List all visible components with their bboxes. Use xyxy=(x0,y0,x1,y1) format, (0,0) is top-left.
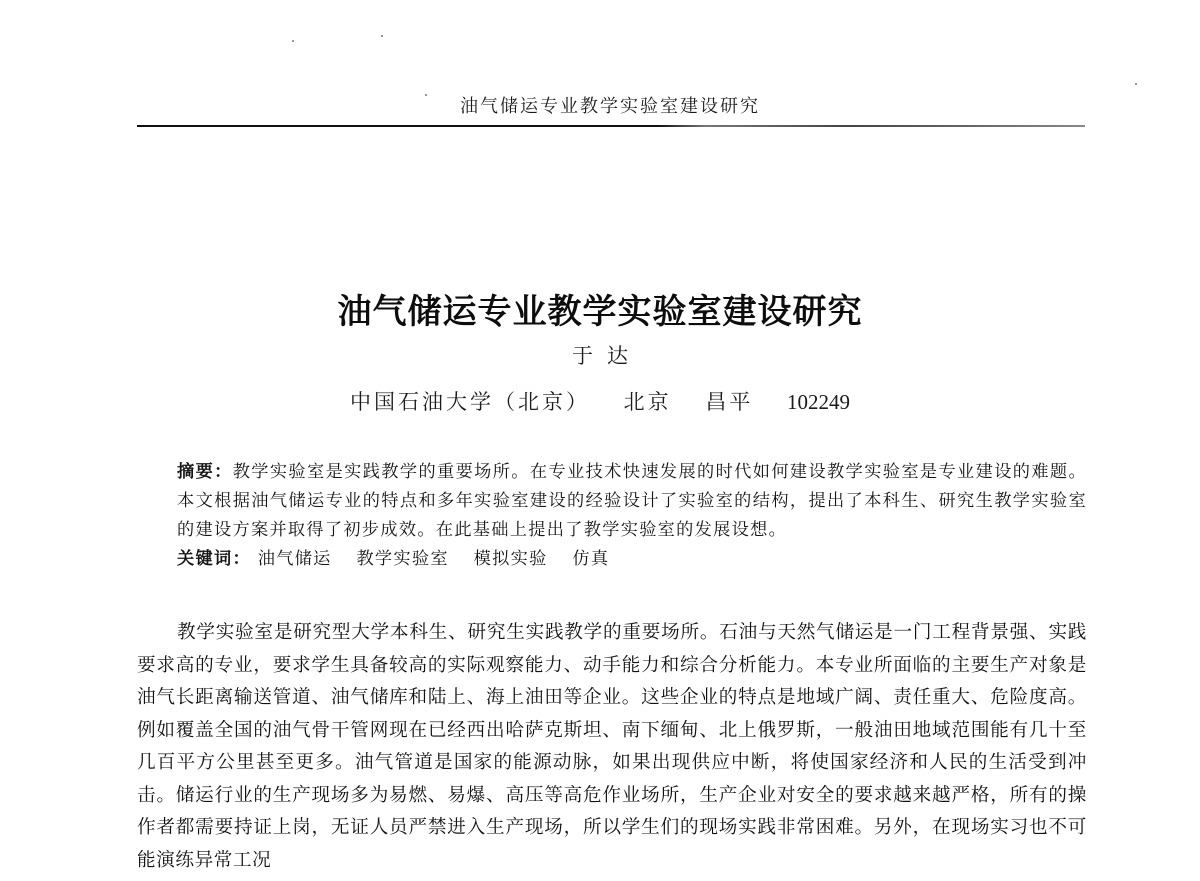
affiliation-city: 北京 xyxy=(623,390,672,414)
keyword-item: 模拟实验 xyxy=(473,549,548,569)
abstract-text: 教学实验室是实践教学的重要场所。在专业技术快速发展的时代如何建设教学实验室是专业建设的难题。本文根据油气储运专业的特点和多年实验室建设的经验设计了实验室的结构，提出了本科生、研究生教学实验室的建设方案并取得了初步成效。在此基础上提出了教学实验室的发展设想。 xyxy=(177,462,1087,540)
header-rule xyxy=(137,125,1085,127)
running-header: 油气储运专业教学实验室建设研究 xyxy=(460,96,760,117)
affiliation-institution: 中国石油大学（北京） xyxy=(349,390,590,414)
scan-speck xyxy=(292,40,294,42)
affiliation-postcode: 102249 xyxy=(787,390,851,414)
keyword-item: 仿真 xyxy=(572,549,610,569)
paper-title: 油气储运专业教学实验室建设研究 xyxy=(337,292,863,332)
keyword-item: 油气储运 xyxy=(257,549,332,569)
scan-speck xyxy=(1135,83,1137,85)
abstract-label: 摘要： xyxy=(177,462,233,482)
affiliation-district: 昌平 xyxy=(705,390,754,414)
abstract-section xyxy=(137,458,1087,545)
author-name: 于达 xyxy=(572,344,642,368)
body-text xyxy=(137,617,1087,877)
keywords-section xyxy=(177,545,627,574)
body-paragraph: 教学实验室是研究型大学本科生、研究生实践教学的重要场所。石油与天然气储运是一门工程背景强、实践要求高的专业，要求学生具备较高的实际观察能力、动手能力和综合分析能力。本专业所面临的主要生产对象是油气长距离输送管道、油气储库和陆上、海上油田等企业。这些企业的特点是地域广阔、责任重大、危险度高。例如覆盖全国的油气骨干管网现在已经西出哈萨克斯坦、南下缅甸、北上俄罗斯，一般油田地域范围能有几十至几百平方公里甚至更多。油气管道是国家的能源动脉，如果出现供应中断，将使国家经济和人民的生活受到冲击。储运行业的生产现场多为易燃、易爆、高压等高危作业场所，生产企业对安全的要求越来越严格，所有的操作者都需要持证上岗，无证人员严禁进入生产现场，所以学生们的现场实践非常困难。另外，在现场实习也不可能演练异常工况 xyxy=(137,622,1087,871)
scan-speck xyxy=(381,35,383,37)
keywords-label: 关键词： xyxy=(177,549,251,569)
author-affiliation xyxy=(0,386,1200,416)
keyword-item: 教学实验室 xyxy=(356,549,449,569)
